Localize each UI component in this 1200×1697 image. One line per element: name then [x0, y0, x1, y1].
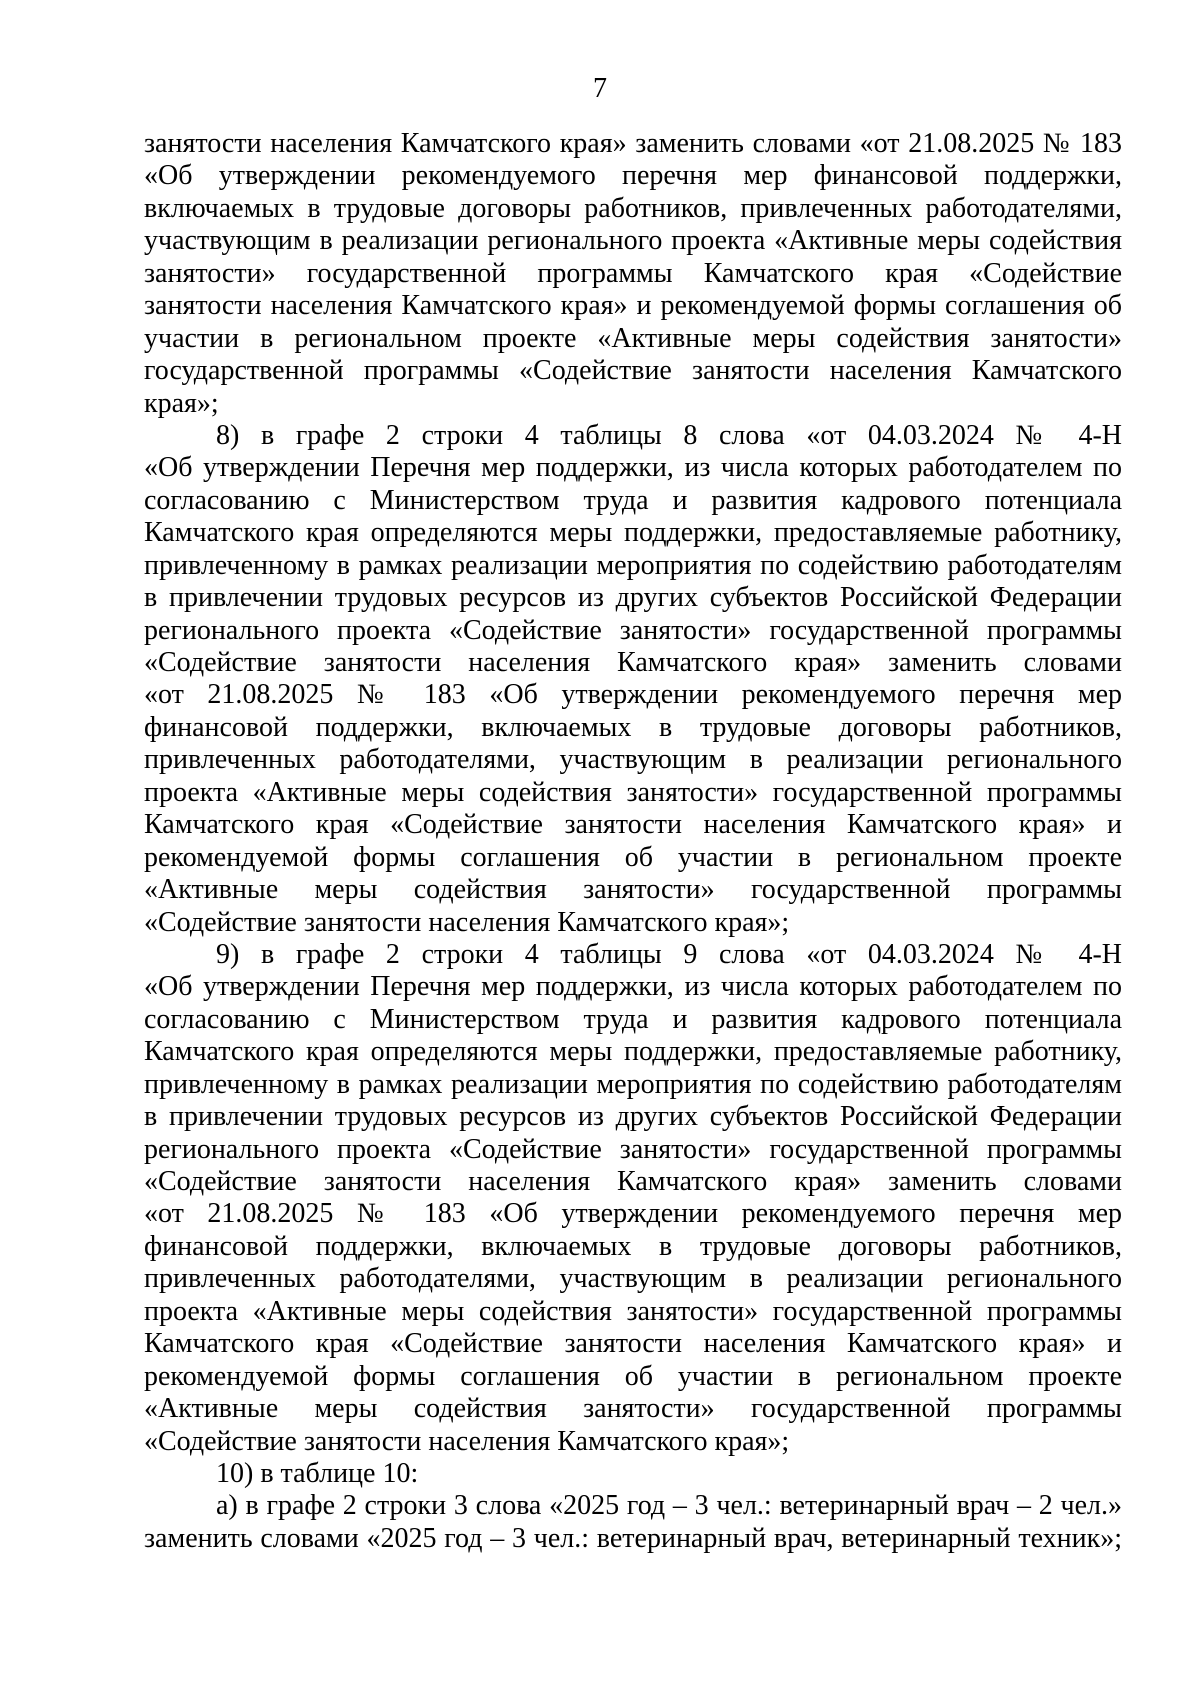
text-line: «от 21.08.2025 № 183 «Об утверждении рекомендуемого перечня мер: [144, 679, 1122, 711]
text-line: «Об утверждении Перечня мер поддержки, из числа которых работодателем по: [144, 452, 1122, 484]
text-line: в привлечении трудовых ресурсов из других субъектов Российской Федерации: [144, 1101, 1122, 1133]
text-line: включаемых в трудовые договоры работников, привлеченных работодателями,: [144, 192, 1122, 224]
text-line: 9) в графе 2 строки 4 таблицы 9 слова «от 04.03.2024 № 4-Н: [216, 938, 1122, 970]
text-line: финансовой поддержки, включаемых в трудовые договоры работников,: [144, 711, 1122, 743]
text-line: участвующим в реализации регионального проекта «Активные меры содействия: [144, 225, 1122, 257]
text-line: рекомендуемой формы соглашения об участии в региональном проекте: [144, 841, 1122, 873]
text-line: регионального проекта «Содействие занятости» государственной программы: [144, 614, 1122, 646]
text-line: привлеченных работодателями, участвующим в реализации регионального: [144, 1263, 1122, 1295]
text-line: финансовой поддержки, включаемых в трудовые договоры работников,: [144, 1230, 1122, 1262]
text-line: согласованию с Министерством труда и развития кадрового потенциала: [144, 484, 1122, 516]
text-line: Камчатского края определяются меры поддержки, предоставляемые работнику,: [144, 517, 1122, 549]
text-line: привлеченных работодателями, участвующим в реализации регионального: [144, 744, 1122, 776]
text-line: занятости населения Камчатского края» и рекомендуемой формы соглашения об: [144, 290, 1122, 322]
text-line: «Об утверждении Перечня мер поддержки, из числа которых работодателем по: [144, 971, 1122, 1003]
text-line: «от 21.08.2025 № 183 «Об утверждении рекомендуемого перечня мер: [144, 1198, 1122, 1230]
text-line: в привлечении трудовых ресурсов из других субъектов Российской Федерации: [144, 582, 1122, 614]
text-line: Камчатского края определяются меры поддержки, предоставляемые работнику,: [144, 1036, 1122, 1068]
text-line: «Активные меры содействия занятости» государственной программы: [144, 1393, 1122, 1425]
text-line: «Содействие занятости населения Камчатского края»;: [144, 1425, 790, 1457]
text-line: Камчатского края «Содействие занятости населения Камчатского края» и: [144, 1328, 1122, 1360]
text-line: 8) в графе 2 строки 4 таблицы 8 слова «от 04.03.2024 № 4-Н: [216, 419, 1122, 451]
text-line: государственной программы «Содействие занятости населения Камчатского: [144, 355, 1122, 387]
text-line: участии в региональном проекте «Активные меры содействия занятости»: [144, 322, 1122, 354]
document-body: [144, 128, 1122, 1555]
text-line: согласованию с Министерством труда и развития кадрового потенциала: [144, 1003, 1122, 1035]
text-line: привлеченному в рамках реализации мероприятия по содействию работодателям: [144, 549, 1122, 581]
text-line: проекта «Активные меры содействия занятости» государственной программы: [144, 776, 1122, 808]
text-line: занятости населения Камчатского края» заменить словами «от 21.08.2025 № 183: [144, 128, 1122, 159]
text-line: проекта «Активные меры содействия занятости» государственной программы: [144, 1295, 1122, 1327]
text-line: «Содействие занятости населения Камчатского края»;: [144, 906, 790, 938]
text-line: 10) в таблице 10:: [216, 1457, 419, 1489]
text-line: рекомендуемой формы соглашения об участии в региональном проекте: [144, 1360, 1122, 1392]
text-line: регионального проекта «Содействие занятости» государственной программы: [144, 1133, 1122, 1165]
text-line: края»;: [144, 387, 219, 419]
page-number: 7: [593, 73, 607, 104]
text-line: Камчатского края «Содействие занятости населения Камчатского края» и: [144, 809, 1122, 841]
text-line: а) в графе 2 строки 3 слова «2025 год – 3 чел.: ветеринарный врач – 2 чел.»: [216, 1490, 1122, 1522]
text-line: «Активные меры содействия занятости» государственной программы: [144, 874, 1122, 906]
text-line: «Содействие занятости населения Камчатского края» заменить словами: [144, 647, 1122, 678]
text-line: «Об утверждении рекомендуемого перечня мер финансовой поддержки,: [144, 160, 1122, 192]
text-line: «Содействие занятости населения Камчатского края» заменить словами: [144, 1166, 1122, 1197]
text-line: заменить словами «2025 год – 3 чел.: ветеринарный врач, ветеринарный техник»;: [144, 1522, 1122, 1554]
text-line: привлеченному в рамках реализации мероприятия по содействию работодателям: [144, 1068, 1122, 1100]
text-line: занятости» государственной программы Камчатского края «Содействие: [144, 257, 1122, 289]
